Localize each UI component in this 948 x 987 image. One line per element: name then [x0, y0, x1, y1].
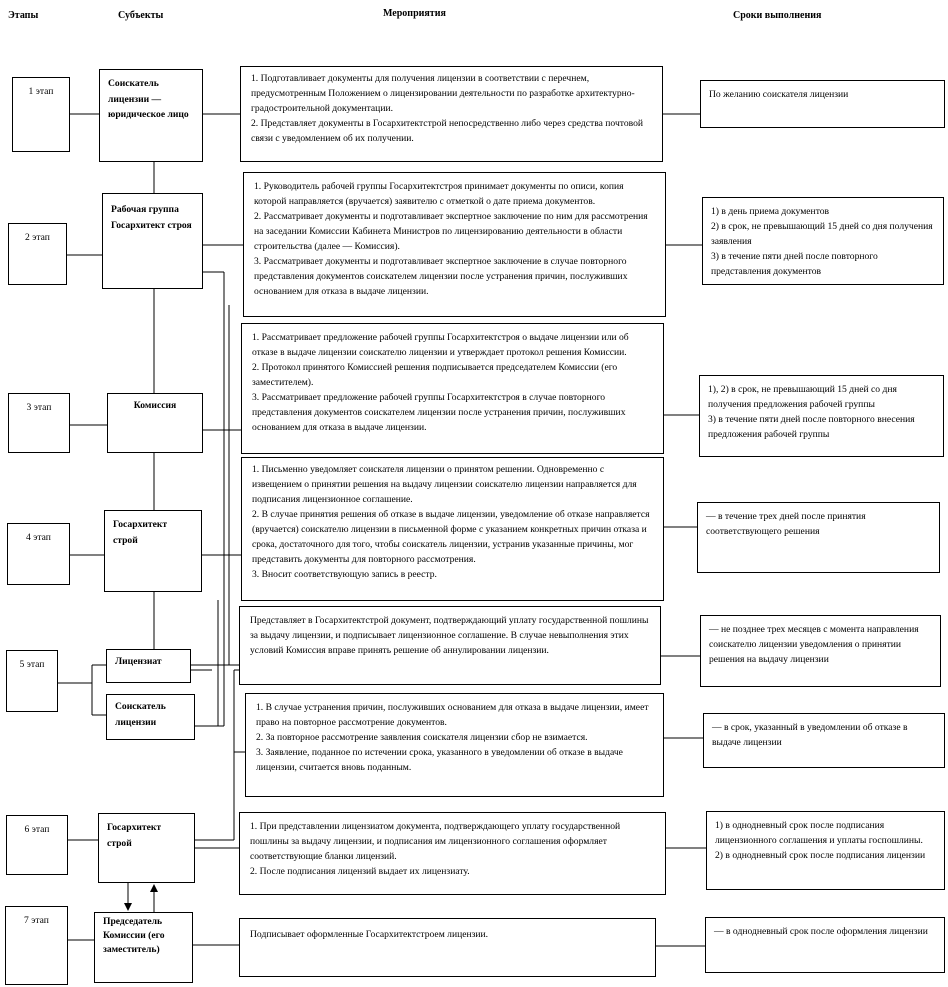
activity-5: Представляет в Госархитектстрой документ, подтверждающий уплату государственной пошлины за выдачу лицензии, и подписывает лицензионное соглашение. В случае невыполнения этих условий Комиссия вправе принять решение об аннулировании лицензии.: [239, 606, 661, 685]
activity-2: 1. Руководитель рабочей группы Госархитектстроя принимает документы по описи, копия которой направляется (вручается) заявителю с отметкой о дате приема документов. 2. Рассматривает документы и подготавливает экспертное заключение по ним для рассмотрения на заседании Комиссии Кабинета Министров по лицензированию деятельности в области строительства (далее — Комиссия). 3. Рассматривает документы и подготавливает экспертное заключение в случае повторного представления документов соискателем лицензии после устранения причин, послуживших основанием для отказа в выдаче лицензии.: [243, 172, 666, 317]
activity-1: 1. Подготавливает документы для получения лицензии в соответствии с перечнем, предусмотренным Положением о лицензировании деятельности по разработке архитектурно-градостроительной документации. 2. Представляет документы в Госархитектстрой непосредственно либо через средства почтовой связи с уведомлением об их получении.: [240, 66, 663, 162]
subject-working-group: Рабочая группа Госархитект строя: [102, 193, 203, 289]
stage-3: 3 этап: [8, 393, 70, 453]
activity-6: 1. В случае устранения причин, послуживших основанием для отказа в выдаче лицензии, имеет право на повторное рассмотрение документов. 2. За повторное рассмотрение заявления соискателя лицензии сбор не взимается. 3. Заявление, поданное по истечении срока, указанного в уведомлении об отказе в выдаче лицензии, считается вновь поданным.: [245, 693, 664, 797]
subject-applicant-legal-entity: Соискатель лицензии — юридическое лицо: [99, 69, 203, 162]
activity-4: 1. Письменно уведомляет соискателя лицензии о принятом решении. Одновременно с извещением о принятии решения на выдачу лицензии соискателю лицензии направляется для подписания лицензионное соглашение. 2. В случае принятия решения об отказе в выдаче лицензии, уведомление об отказе направляется (вручается) соискателю лицензии в письменной форме с указанием конкретных причин отказа и срока, достаточного для того, чтобы соискатель лицензии, устранив указанные причины, мог представить документы для повторного рассмотрения. 3. Вносит соответствующую запись в реестр.: [241, 457, 664, 601]
stage-1: 1 этап: [12, 77, 70, 152]
deadline-4: — в течение трех дней после принятия соответствующего решения: [697, 502, 940, 573]
header-deadlines: Сроки выполнения: [733, 10, 822, 21]
activity-8: Подписывает оформленные Госархитектстроем лицензии.: [239, 918, 656, 977]
deadline-5: — не позднее трех месяцев с момента направления соискателю лицензии уведомления о принятии решения на выдачу лицензии: [700, 615, 941, 687]
deadline-2: 1) в день приема документов 2) в срок, не превышающий 15 дней со дня получения заявления 3) в течение пяти дней после повторного представления документов: [702, 197, 944, 285]
deadline-3: 1), 2) в срок, не превышающий 15 дней со дня получения предложения рабочей группы 3) в течение пяти дней после повторного внесения предложения рабочей группы: [699, 375, 944, 457]
stage-5: 5 этап: [6, 650, 58, 712]
subject-commission-chairman: Председатель Комиссии (его заместитель): [94, 912, 193, 983]
stage-2: 2 этап: [8, 223, 67, 285]
subject-gosarkhitektstroy-6: Госархитект строй: [98, 813, 195, 883]
subject-licensee: Лицензиат: [106, 649, 191, 683]
deadline-7: 1) в однодневный срок после подписания лицензионного соглашения и уплаты госпошлины. 2) в однодневный срок после подписания лицензии: [706, 811, 945, 890]
deadline-6: — в срок, указанный в уведомлении об отказе в выдаче лицензии: [703, 713, 945, 768]
stage-4: 4 этап: [7, 523, 70, 585]
arrow-down-icon: [124, 903, 132, 911]
header-stages: Этапы: [8, 10, 39, 21]
deadline-1: По желанию соискателя лицензии: [700, 80, 945, 128]
subject-applicant: Соискатель лицензии: [106, 694, 195, 740]
stage-6: 6 этап: [6, 815, 68, 875]
subject-commission: Комиссия: [107, 393, 203, 453]
stage-7: 7 этап: [5, 906, 68, 985]
arrow-up-icon: [150, 884, 158, 892]
subject-gosarkhitektstroy-4: Госархитект строй: [104, 510, 202, 592]
activity-7: 1. При представлении лицензиатом документа, подтверждающего уплату государственной пошлины за выдачу лицензии, и подписания им лицензионного соглашения оформляет соответствующие бланки лицензий. 2. После подписания лицензий выдает их лицензиату.: [239, 812, 666, 895]
activity-3: 1. Рассматривает предложение рабочей группы Госархитектстроя о выдаче лицензии или об отказе в выдаче лицензии соискателю лицензии и утверждает протокол решения Комиссии. 2. Протокол принятого Комиссией решения подписывается председателем Комиссии (его заместителем). 3. Рассматривает предложение рабочей группы Госархитектстроя в случае повторного представления документов соискателем лицензии после устранения причин, послуживших основанием для отказа в выдаче лицензии.: [241, 323, 664, 454]
header-subjects: Субъекты: [118, 10, 164, 21]
header-activities: Мероприятия: [383, 8, 446, 19]
deadline-8: — в однодневный срок после оформления лицензии: [705, 917, 945, 973]
